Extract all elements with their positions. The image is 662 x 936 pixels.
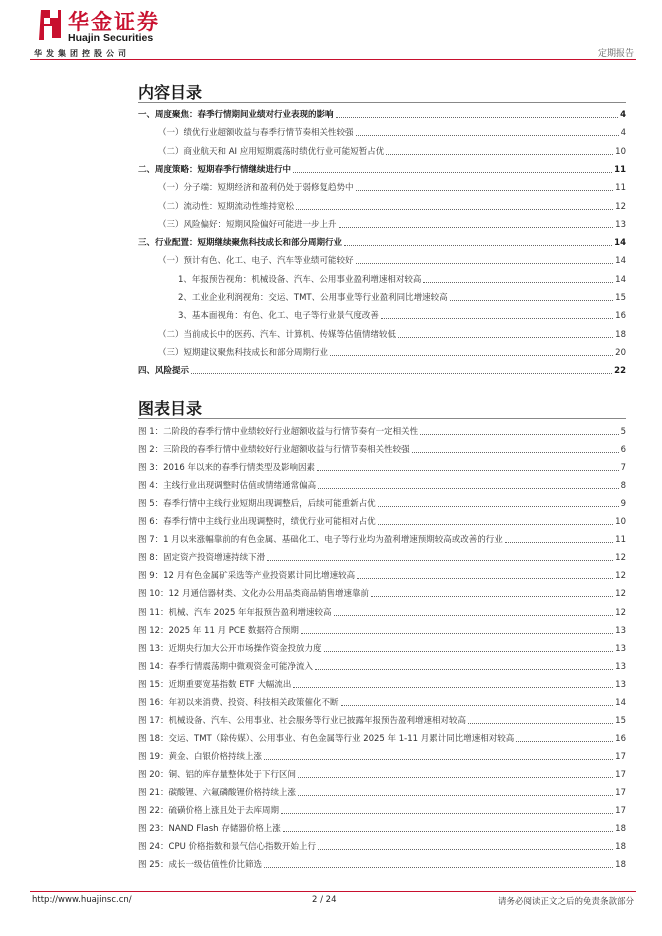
- contents-title: 内容目录: [138, 83, 203, 102]
- parent-company-label: 华发集团控股公司: [34, 49, 130, 58]
- dot-leader: [318, 849, 613, 850]
- figure-entry[interactable]: [138, 856, 626, 871]
- figure-entry[interactable]: [138, 585, 626, 600]
- dot-leader: [398, 337, 613, 338]
- report-type-label: 定期报告: [597, 49, 634, 59]
- figure-entry[interactable]: [138, 622, 626, 637]
- logo-chinese-name: 华金证券: [68, 10, 160, 34]
- contents-title-rule: [138, 102, 626, 103]
- figure-entry-text: 图 21：碳酸锂、六氟磷酸锂价格持续上涨: [138, 788, 297, 798]
- figure-entry[interactable]: [138, 567, 626, 582]
- figure-entry[interactable]: [138, 820, 626, 835]
- dot-leader: [420, 434, 618, 435]
- toc-entry-page: 4: [620, 128, 626, 139]
- dot-leader: [378, 524, 614, 525]
- dot-leader: [412, 452, 619, 453]
- toc-entry-text: （一）分子端：短期经济和盈利仍处于弱修复趋势中: [158, 183, 354, 194]
- dot-leader: [281, 813, 613, 814]
- dot-leader: [264, 867, 613, 868]
- dot-leader: [324, 651, 614, 652]
- figure-entry[interactable]: [138, 658, 626, 673]
- toc-entry-page: 14: [615, 274, 626, 285]
- dot-leader: [191, 373, 612, 374]
- toc-entry-text: （二）流动性：短期流动性维持宽松: [158, 201, 295, 212]
- company-logo: [38, 6, 198, 52]
- figure-entry-text: 图 5：春季行情中主线行业短期出现调整后，后续可能重新占优: [138, 499, 376, 510]
- dot-leader: [378, 506, 619, 507]
- toc-entry-page: 16: [615, 311, 626, 322]
- figure-entry-text: 图 3：2016 年以来的春季行情类型及影响因素: [138, 463, 315, 474]
- toc-entry-text: （二）当前成长中的医药、汽车、计算机、传媒等估值情绪较低: [158, 329, 397, 340]
- toc-entry-text: （一）预计有色、化工、电子、汽车等业绩可能较好: [158, 256, 354, 267]
- figure-entry[interactable]: [138, 441, 626, 456]
- page-number: 2 / 24: [312, 895, 337, 905]
- toc-entry[interactable]: [138, 198, 626, 213]
- dot-leader: [264, 759, 613, 760]
- toc-entry[interactable]: [138, 143, 626, 158]
- figure-entry[interactable]: [138, 495, 626, 510]
- figure-entry-page: 15: [615, 715, 626, 726]
- toc-entry-page: 12: [615, 201, 626, 212]
- toc-entry-page: 15: [615, 293, 626, 303]
- dot-leader: [341, 705, 614, 706]
- figure-entry[interactable]: [138, 477, 626, 492]
- dot-leader: [293, 687, 613, 688]
- toc-entry[interactable]: [138, 179, 626, 194]
- dot-leader: [356, 135, 619, 136]
- figure-entry-page: 11: [615, 535, 626, 546]
- figure-entry-page: 13: [615, 643, 626, 654]
- figure-entry-text: 图 24：CPU 价格指数和景气信心指数开始上行: [138, 842, 317, 853]
- figure-entry[interactable]: [138, 712, 626, 727]
- toc-entry[interactable]: [138, 326, 626, 341]
- figure-entry-page: 9: [620, 499, 626, 510]
- figure-entry-text: 图 6：春季行情中主线行业出现调整时，绩优行业可能相对占优: [138, 517, 376, 528]
- dot-leader: [293, 172, 612, 173]
- figure-entry-page: 10: [615, 517, 626, 528]
- figure-entry-text: 图 17：机械设备、汽车、公用事业、社会服务等行业已披露年报预告盈利增速相对较高: [138, 715, 467, 726]
- figure-entry-text: 图 25：成长一级估值性价比筛选: [138, 860, 263, 871]
- dot-leader: [386, 154, 613, 155]
- dot-leader: [381, 318, 613, 319]
- figure-entry-text: 图 7：1 月以来涨幅靠前的有色金属、基础化工、电子等行业均为盈利增速预期较高或改善的行业: [138, 535, 503, 546]
- dot-leader: [318, 488, 618, 489]
- figure-entry-page: 17: [615, 806, 626, 817]
- dot-leader: [356, 263, 614, 264]
- dot-leader: [505, 542, 613, 543]
- header-divider: [30, 59, 636, 60]
- figure-entry[interactable]: [138, 730, 626, 745]
- figure-entry[interactable]: [138, 640, 626, 655]
- figure-entry-text: 图 11：机械、汽车 2025 年年报预告盈利增速较高: [138, 607, 332, 618]
- toc-entry[interactable]: [138, 307, 626, 322]
- toc-entry-page: 14: [614, 238, 626, 249]
- toc-entry[interactable]: [138, 271, 626, 286]
- figure-entry-page: 13: [615, 625, 626, 636]
- figure-entry-text: 图 18：交运、TMT（除传媒）、公用事业、有色金属等行业 2025 年 1-11 月累计同比增速相对较高: [138, 733, 515, 744]
- dot-leader: [298, 777, 613, 778]
- footer-divider: [30, 891, 636, 892]
- toc-entry[interactable]: [138, 106, 626, 121]
- toc-entry-text: 1、年报预告视角：机械设备、汽车、公用事业盈利增速相对较高: [178, 274, 422, 285]
- figures-title: 图表目录: [138, 399, 203, 418]
- toc-entry[interactable]: [138, 216, 626, 231]
- figure-entry-text: 图 12：2025 年 11 月 PCE 数据符合预期: [138, 625, 299, 636]
- footer-website-link[interactable]: http://www.huajinsc.cn/: [32, 895, 132, 905]
- figure-entry-text: 图 2：三阶段的春季行情中业绩较好行业超额收益与行情节奏相关性较强: [138, 445, 410, 456]
- toc-entry-page: 10: [615, 146, 626, 157]
- figure-entry-page: 13: [615, 661, 626, 672]
- figure-entry-page: 17: [615, 769, 626, 780]
- dot-leader: [339, 227, 614, 228]
- dot-leader: [516, 741, 613, 742]
- toc-entry-page: 13: [615, 219, 626, 230]
- figure-entry-page: 18: [615, 860, 626, 871]
- dot-leader: [356, 190, 614, 191]
- figure-entry[interactable]: [138, 694, 626, 709]
- toc-entry-text: 二、周度策略：短期春季行情继续进行中: [138, 164, 292, 175]
- figure-entry-text: 图 15：近期重要宽基指数 ETF 大幅流出: [138, 679, 292, 690]
- figure-entry-page: 12: [615, 553, 626, 564]
- dot-leader: [301, 633, 613, 634]
- figure-entry-page: 12: [615, 607, 626, 618]
- dot-leader: [357, 578, 613, 579]
- figure-entry-page: 16: [615, 733, 626, 744]
- figure-entry-page: 5: [620, 427, 626, 437]
- figure-entry[interactable]: [138, 604, 626, 619]
- figure-entry-text: 图 19：黄金、白银价格持续上涨: [138, 751, 263, 762]
- toc-entry-text: （二）商业航天和 AI 应用短期震荡时绩优行业可能短暂占优: [158, 146, 385, 157]
- figure-entry-page: 6: [620, 445, 626, 456]
- figure-entry[interactable]: [138, 784, 626, 799]
- figure-entry[interactable]: [138, 423, 626, 438]
- dot-leader: [334, 615, 614, 616]
- figure-entry-text: 图 16：年初以来消费、投资、科技相关政策催化不断: [138, 697, 339, 708]
- toc-entry[interactable]: [138, 344, 626, 359]
- figure-entry-page: 12: [615, 571, 626, 582]
- figure-entry-text: 图 23：NAND Flash 存储器价格上涨: [138, 824, 281, 835]
- toc-entry[interactable]: [138, 234, 626, 249]
- dot-leader: [344, 245, 612, 246]
- toc-entry-text: 四、风险提示: [138, 366, 190, 377]
- toc-entry-text: 三、行业配置：短期继续聚焦科技成长和部分周期行业: [138, 238, 343, 249]
- dot-leader: [371, 596, 613, 597]
- page-header: [30, 6, 636, 62]
- toc-entry[interactable]: [138, 124, 626, 139]
- dot-leader: [296, 209, 613, 210]
- toc-entry-page: 4: [620, 110, 626, 120]
- logo-english-name: Huajin Securities: [68, 32, 154, 44]
- dot-leader: [283, 831, 613, 832]
- figure-entry-text: 图 1：二阶段的春季行情中业绩较好行业超额收益与行情节奏有一定相关性: [138, 427, 419, 437]
- figure-entry[interactable]: [138, 459, 626, 474]
- dot-leader: [336, 117, 619, 118]
- figure-entry-page: 14: [615, 697, 626, 708]
- toc-entry[interactable]: [138, 289, 626, 304]
- dot-leader: [315, 669, 613, 670]
- dot-leader: [450, 300, 614, 301]
- figure-entry-page: 7: [620, 463, 626, 474]
- figure-entry[interactable]: [138, 838, 626, 853]
- figure-entry-page: 8: [620, 481, 626, 492]
- figure-entry[interactable]: [138, 549, 626, 564]
- figure-entry-page: 18: [615, 842, 626, 853]
- figure-entry[interactable]: [138, 531, 626, 546]
- toc-entry-page: 11: [615, 183, 626, 194]
- toc-entry-page: 11: [614, 164, 626, 175]
- toc-entry-page: 14: [615, 256, 626, 267]
- figure-entry[interactable]: [138, 802, 626, 817]
- toc-entry-text: 3、基本面视角：有色、化工、电子等行业景气度改善: [178, 311, 379, 322]
- figure-entry-page: 17: [615, 751, 626, 762]
- figure-entry-page: 12: [615, 589, 626, 600]
- figures-title-rule: [138, 418, 626, 419]
- figure-entry-text: 图 13：近期央行加大公开市场操作资金投放力度: [138, 643, 322, 654]
- figure-entry-text: 图 14：春季行情震荡期中微观资金可能净流入: [138, 661, 314, 672]
- toc-entry-text: 一、周度聚焦：春季行情期间业绩对行业表现的影响: [138, 110, 334, 120]
- logo-mark-icon: [38, 8, 62, 42]
- toc-entry[interactable]: [138, 362, 626, 377]
- toc-entry-text: （一）绩优行业超额收益与春季行情节奏相关性较强: [158, 128, 354, 139]
- toc-entry-text: （三）短期建议聚焦科技成长和部分周期行业: [158, 347, 329, 358]
- figure-entry-text: 图 8：固定资产投资增速持续下滑: [138, 553, 266, 564]
- toc-entry[interactable]: [138, 161, 626, 176]
- toc-entry-text: （三）风险偏好：短期风险偏好可能进一步上升: [158, 219, 337, 230]
- dot-leader: [330, 355, 613, 356]
- toc-entry-page: 22: [614, 366, 626, 377]
- dot-leader: [298, 795, 613, 796]
- dot-leader: [267, 560, 613, 561]
- figure-entry-text: 图 9：12 月有色金属矿采选等产业投资累计同比增速较高: [138, 571, 356, 582]
- dot-leader: [423, 282, 613, 283]
- toc-entry-page: 20: [615, 347, 626, 358]
- figure-entry-text: 图 4：主线行业出现调整时估值或情绪通常偏高: [138, 481, 317, 492]
- figure-entry[interactable]: [138, 676, 626, 691]
- figure-entry-text: 图 10：12 月通信器材类、文化办公用品类商品销售增速靠前: [138, 589, 370, 600]
- dot-leader: [317, 470, 619, 471]
- figure-entry[interactable]: [138, 748, 626, 763]
- figure-entry-page: 13: [615, 679, 626, 690]
- dot-leader: [468, 723, 613, 724]
- figure-entry[interactable]: [138, 766, 626, 781]
- disclaimer-note: 请务必阅读正文之后的免责条款部分: [497, 897, 634, 907]
- figure-entry-page: 17: [615, 788, 626, 798]
- toc-entry-text: 2、工业企业利润视角：交运、TMT、公用事业等行业盈利同比增速较高: [178, 293, 448, 303]
- figure-entry-text: 图 20：铜、铝的库存量整体处于下行区间: [138, 769, 297, 780]
- toc-entry[interactable]: [138, 252, 626, 267]
- figure-entry[interactable]: [138, 513, 626, 528]
- toc-entry-page: 18: [615, 329, 626, 340]
- figure-entry-text: 图 22：硫磺价格上涨且处于去库周期: [138, 806, 280, 817]
- figure-entry-page: 18: [615, 824, 626, 835]
